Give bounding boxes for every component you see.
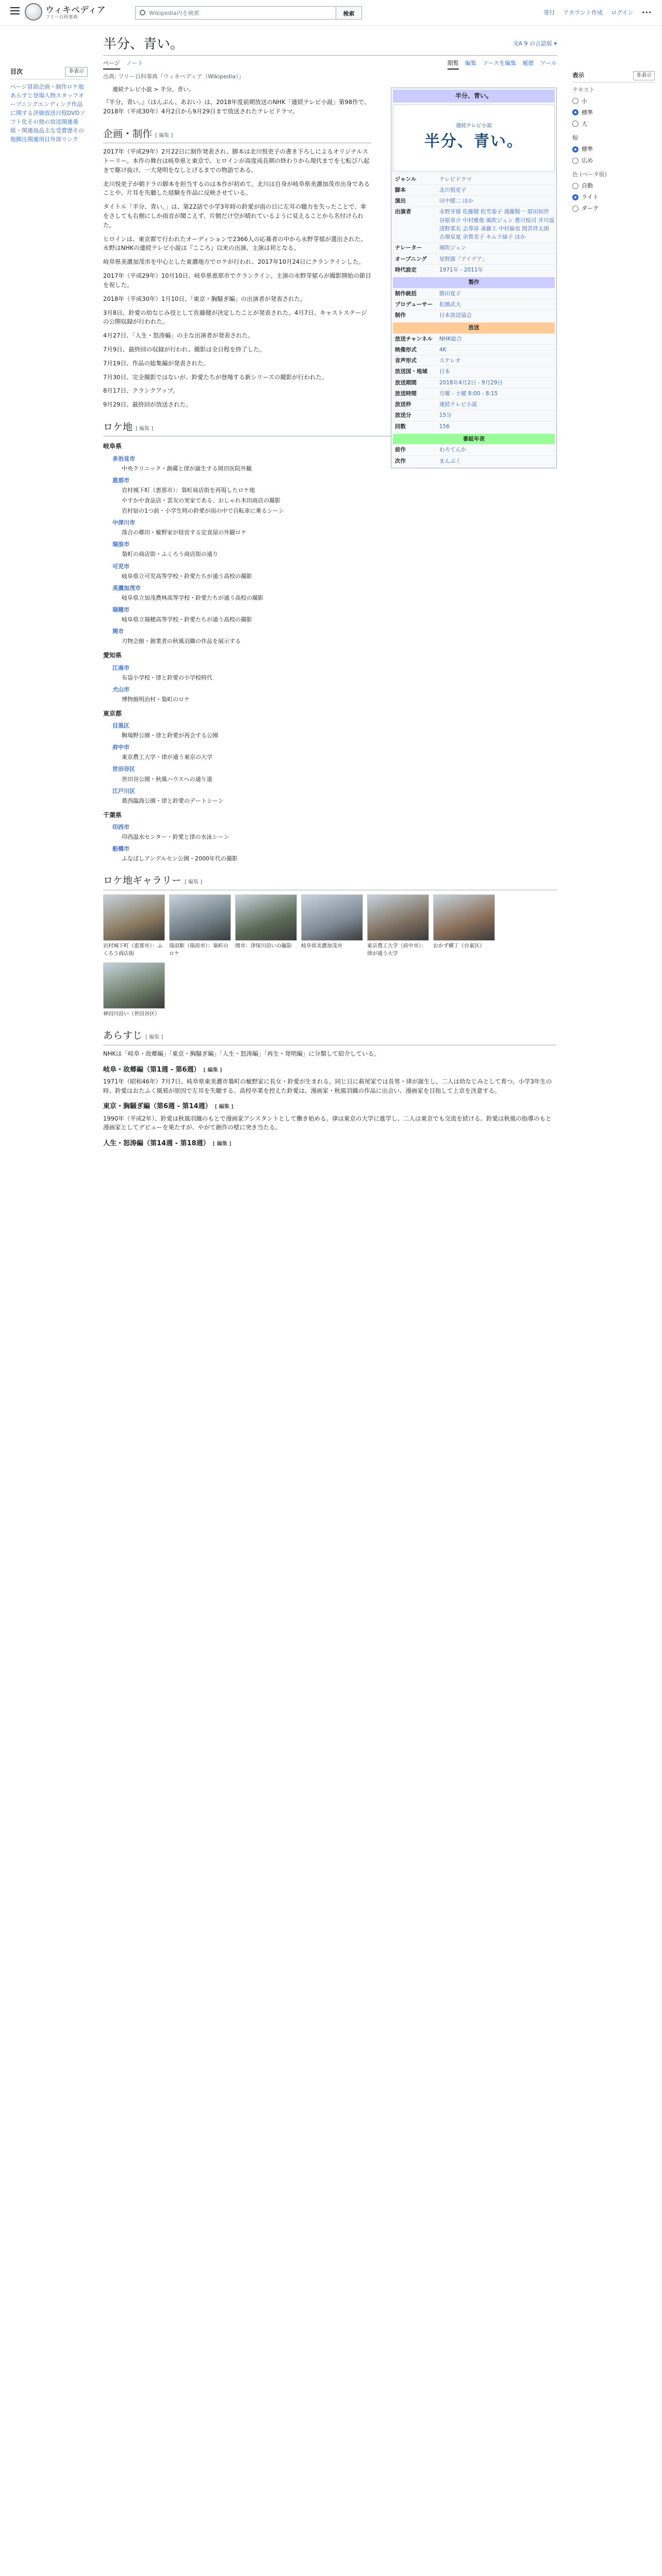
gallery-photo[interactable] [103, 894, 165, 941]
infobox-key: 放送国・地域 [395, 368, 427, 375]
gallery-photo[interactable] [367, 894, 429, 941]
site-logo[interactable] [25, 2, 128, 23]
tab-tools[interactable]: ツール [540, 60, 557, 66]
infobox-row [393, 174, 555, 184]
title-logo-image[interactable] [393, 105, 555, 172]
synopsis-part-heading [103, 1139, 557, 1149]
section-heading-plan: 企画・制作 [ 編集 ] [103, 127, 371, 143]
infobox-value[interactable]: 北川悦吏子 [439, 187, 467, 193]
infobox-row [393, 184, 555, 195]
infobox-value[interactable]: 松園武大 [439, 301, 461, 308]
location-place: 岩村宿の1つ前・小学生時の鈴愛が雨の中で自転車に乗るシーン [122, 507, 284, 515]
infobox-value[interactable]: 連続テレビ小説 [439, 401, 477, 408]
location-place: 中央クリニック・創蔵と律が誕生する岡田医院外観 [122, 465, 252, 472]
infobox-band-production: 製作 [393, 277, 555, 287]
plan-paragraph: 7月9日、最終回の収録が行われ、撮影は全日程を終了した。 [103, 345, 266, 353]
plan-paragraph: ヒロインは、東京都で行われたオーディションで2366人の応募者の中から永野芽郁が選出された。永野はNHKの連続テレビ小説は『こころ』以来の出演、主演は初となる。 [103, 235, 367, 252]
infobox-value[interactable]: 15分 [439, 412, 452, 419]
from-line: 出典: フリー百科事典『ウィキペディア（Wikipedia）』 [103, 73, 244, 80]
infobox-value[interactable]: 4K [439, 346, 446, 353]
infobox-key: 制作統括 [395, 290, 417, 297]
radio-label: 自動 [582, 182, 593, 190]
edit-link[interactable]: [ 編集 ] [214, 1104, 234, 1110]
location-prefecture: 東京都 [103, 709, 122, 717]
toc-item[interactable]: 作品に関する評価 [10, 100, 83, 116]
radio-label: 小 [582, 97, 587, 105]
location-city[interactable]: 関市 [112, 628, 124, 635]
infobox-key: 次作 [395, 457, 406, 464]
donate-link[interactable]: 寄付 [543, 9, 555, 16]
location-place: 博物館明治村・梟町のロケ [122, 696, 190, 703]
toc-item[interactable]: エンディング [38, 100, 72, 108]
infobox-key: 放送分 [395, 412, 411, 419]
edit-link[interactable]: [ 編集 ] [155, 132, 173, 139]
infobox-row [393, 377, 555, 388]
tab-edit-source[interactable]: ソースを編集 [482, 60, 517, 66]
radio-option[interactable] [572, 181, 655, 190]
infobox-rows-chronology [393, 444, 555, 466]
appearance-header [572, 71, 655, 82]
location-place: ふなばしアンデルセン公園・2000年代の撮影 [122, 855, 238, 862]
section-locations [103, 420, 557, 863]
infobox-value[interactable]: 星野源「アイデア」 [439, 256, 488, 262]
infobox-key: ジャンル [395, 176, 417, 182]
gallery-item[interactable] [103, 962, 165, 1019]
radio-option[interactable] [572, 156, 655, 165]
infobox-value[interactable]: ステレオ [439, 358, 461, 364]
location-place: やすかや食品店・雲友の実家である、おしゃれ木田商店の撮影 [122, 497, 280, 504]
toc-item[interactable]: 主な受賞歴 [44, 127, 73, 134]
tab-page[interactable]: ページ [103, 59, 120, 70]
infobox-key: 脚本 [395, 187, 406, 193]
text-size-heading: テキスト [572, 86, 595, 93]
toc-item[interactable]: 関連項目 [27, 135, 50, 143]
location-city[interactable]: 印西市 [112, 824, 129, 831]
infobox-row [393, 242, 555, 253]
infobox-key: 前作 [395, 447, 406, 453]
toc-sidebar [10, 67, 88, 144]
toc-item[interactable]: DVDソフト化 [10, 109, 86, 125]
location-city[interactable]: 犬山市 [112, 686, 129, 693]
synopsis-part-title: 岐阜・故郷編（第1週 - 第6週） [103, 1065, 201, 1074]
gallery-caption: 神田川沿い（世田谷区） [103, 1011, 160, 1017]
infobox-row [393, 344, 555, 355]
gallery-caption: 東京農工大学（府中市）：律が通う大学 [367, 943, 426, 957]
location-city[interactable]: 世田谷区 [112, 766, 135, 773]
location-city[interactable]: 多治見市 [112, 455, 135, 463]
tab-history[interactable]: 履歴 [522, 60, 534, 66]
synopsis-part-text: 1990年（平成2年）、鈴愛は秋風羽織のもとで漫画家アシスタントとして働き始める。律は東京の大学に進学し、二人は東京でも交流を続ける。鈴愛は秋風の指導のもと漫画家としてデビューを果たすが、やがて創作の壁に突き当たる。 [103, 1114, 552, 1131]
infobox-title: 半分、青い。 [393, 90, 555, 103]
location-city[interactable]: 可児市 [112, 563, 129, 570]
radio-label: 広め [582, 157, 593, 164]
infobox-key: 放送期間 [395, 379, 417, 386]
infobox-key: 時代設定 [395, 266, 417, 273]
edit-link[interactable]: [ 編集 ] [185, 879, 203, 886]
infobox-value[interactable]: 日本 [439, 368, 450, 375]
synopsis-parts [103, 1065, 557, 1149]
location-place: 岐阜県立加茂農林高等学校・鈴愛たちが通う高校の撮影 [122, 594, 263, 601]
toc-header [10, 67, 88, 79]
radio-label: 標準 [582, 109, 593, 116]
infobox-row [393, 310, 555, 320]
infobox-value[interactable]: 永野芽郁 佐藤健 松雪泰子 滝藤賢一 原田知世 谷原章介 中村雅俊 風吹ジュン 豊川悦司 井川遥 清野菜名 志尊淳 斎藤工 中村倫也 間宮祥太朗 古畑星夏 余貴美子 キムラ緑子 ほか [439, 209, 555, 241]
toc-item[interactable]: ロケ地 [67, 83, 84, 90]
text-size-options [572, 97, 655, 128]
toc-item[interactable]: あらすじ [10, 92, 33, 99]
toc-item[interactable]: 登場人物 [33, 92, 56, 99]
radio-option[interactable] [572, 193, 655, 201]
plan-paragraph: 9月29日、最終回が放送された。 [103, 401, 192, 409]
edit-link[interactable]: [ 編集 ] [145, 1035, 163, 1041]
title-row [103, 31, 557, 56]
plan-paragraph: 2017年（平成29年）10月10日、岐阜県恵那市でクランクイン。主演の永野芽郁らが撮影開始の節目を祝した。 [103, 272, 371, 289]
toc-item[interactable]: 関連番組・関連商品 [10, 118, 78, 134]
location-city[interactable]: 目黒区 [112, 722, 129, 730]
infobox-key: 放送枠 [395, 401, 411, 408]
main-content [103, 31, 557, 1151]
location-city[interactable]: 府中市 [112, 744, 129, 751]
plan-paragraph: 2017年（平成29年）2月22日に制作発表され、脚本は北川悦吏子の書き下ろしによるオリジナルストーリー。本作の舞台は岐阜県と東京で、ヒロインが高度成長期の終わりから現代までを七転び八起きで駆け抜け、一大発明をなしとげるまでの物語である。 [103, 148, 370, 174]
radio-option[interactable] [572, 97, 655, 106]
location-city[interactable]: 中津川市 [112, 519, 135, 527]
infobox-row [393, 333, 555, 344]
location-city[interactable]: 瑞穂市 [112, 606, 129, 613]
gallery-photo[interactable] [433, 894, 495, 941]
page-title: 半分、青い。 [103, 37, 184, 52]
location-place: 岐阜県立可児高等学校・鈴愛たちが通う高校の撮影 [122, 572, 252, 580]
page-tabs [103, 56, 557, 69]
infobox-key: 出演者 [395, 209, 411, 215]
plan-paragraph: 7月30日、完全撮影ではないが、鈴愛たちが登場する新シリーズの撮影が行われた。 [103, 373, 328, 381]
infobox-value[interactable]: 156 [439, 423, 450, 430]
toc-item[interactable]: 企画・制作 [38, 83, 67, 90]
wikipedia-globe-icon [25, 3, 42, 21]
location-city[interactable]: 美濃加茂市 [112, 584, 141, 591]
synopsis-part-heading [103, 1065, 557, 1075]
gallery-item[interactable] [235, 894, 297, 958]
infobox-row [393, 366, 555, 377]
edit-link[interactable]: [ 編集 ] [212, 1141, 231, 1147]
toc-item[interactable]: その他の放送 [27, 118, 61, 125]
radio-button[interactable] [572, 183, 578, 189]
toc-item[interactable]: オープニング [10, 92, 84, 108]
radio-label: ライト [582, 194, 599, 201]
radio-button[interactable] [572, 121, 578, 127]
infobox-band-broadcast: 放送 [393, 323, 555, 333]
infobox-value[interactable]: 風吹ジュン [439, 245, 467, 251]
location-place: 梟町の商店街・ふくろう商店街の通り [122, 551, 218, 558]
toc-item[interactable]: スタッフ [56, 92, 78, 99]
infobox-value[interactable]: テレビドラマ [439, 176, 472, 182]
infobox-row [393, 421, 555, 432]
toc-list [10, 82, 88, 144]
infobox-value[interactable]: 勝田夏子 [439, 290, 461, 297]
plan-paragraph: 岐阜県美濃加茂市を中心とした東濃地方でロケが行われ、2017年10月24日にクランクインした。 [103, 258, 365, 266]
gallery-caption: おかず横丁（台東区） [433, 943, 485, 949]
gallery-caption: 岐阜県美濃加茂市 [301, 943, 342, 949]
synopsis-part-heading [103, 1101, 557, 1112]
radio-button[interactable] [572, 98, 578, 104]
location-place: 布袋小学校・律と鈴愛の小学校時代 [122, 674, 212, 681]
radio-label: 大 [582, 120, 587, 127]
section-heading-locations: ロケ地 [ 編集 ] [103, 420, 557, 436]
infobox-value[interactable]: 2018年4月2日 - 9月29日 [439, 379, 503, 386]
location-prefecture: 岐阜県 [103, 443, 122, 450]
gallery-caption: 瑞浪駅（瑞浪市）：梟町のロケ [169, 943, 228, 957]
logo-title: 半分、青い。 [424, 132, 523, 151]
infobox-row [393, 299, 555, 310]
plan-paragraph: 北川悦吏子が朝ドラの脚本を担当するのは本作が初めて。北川は自身が岐阜県美濃加茂市出身であることや、片耳を失聴した経験を作品に反映させている。 [103, 180, 370, 197]
location-place: 岩村城下町（恵那市）：梟町商店街を再現したロケ地 [122, 487, 255, 494]
location-city[interactable]: 瑞浪市 [112, 541, 129, 548]
article-lead [103, 98, 371, 116]
infobox-rows-production [393, 288, 555, 321]
wordmark: ウィキペディア [45, 5, 106, 15]
gallery-item[interactable] [433, 894, 495, 958]
location-list [103, 442, 557, 863]
infobox-key: 放送時間 [395, 390, 417, 397]
infobox-key: 演出 [395, 198, 406, 205]
toc-heading: 目次 [10, 68, 23, 75]
color-heading: 色 (ベータ版) [572, 171, 607, 178]
gallery-item[interactable] [301, 894, 363, 958]
menu-icon[interactable] [10, 7, 20, 14]
radio-button[interactable] [572, 109, 578, 115]
section-synopsis [103, 1028, 557, 1149]
plan-paragraph: 4月27日、「人生・怒涛編」の主な出演者が発表された。 [103, 332, 254, 340]
plan-paragraph: 2018年（平成30年）1月10日、「東京・胸騒ぎ編」の出演者が発表された。 [103, 295, 306, 302]
location-city[interactable]: 江南市 [112, 664, 129, 671]
plan-paragraph: 3月8日、鈴愛の幼なじみ役として佐藤健が決定したことが発表された。4月7日、キャストステージの公開収録が行われた。 [103, 309, 367, 326]
tab-edit[interactable]: 編集 [465, 60, 476, 66]
section-plan [103, 127, 371, 410]
more-icon[interactable]: ••• [641, 9, 652, 16]
toc-item[interactable]: 放送日程 [44, 109, 67, 116]
infobox-value[interactable]: NHK総合 [439, 335, 462, 342]
location-place: 東京農工大学・律が通う東京の大学 [122, 754, 212, 761]
plan-paragraph: 7月19日、作品の総集編が発表された。 [103, 359, 209, 367]
gallery [103, 894, 557, 1019]
radio-label: 標準 [582, 146, 593, 153]
appearance-heading: 表示 [572, 72, 584, 79]
radio-button[interactable] [572, 194, 578, 200]
infobox-row [393, 264, 555, 275]
location-place: 印西温水センター・鈴愛と律の水泳シーン [122, 834, 229, 841]
radio-option[interactable] [572, 204, 655, 213]
toc-item[interactable]: ページ冒頭 [10, 83, 39, 90]
location-place: 世田谷公園・秋風ハウスへの通り道 [122, 775, 212, 783]
infobox [391, 88, 557, 468]
radio-option[interactable] [572, 120, 655, 128]
infobox-row [393, 444, 555, 455]
gallery-item[interactable] [169, 894, 231, 958]
gallery-photo[interactable] [169, 894, 231, 941]
hatnote[interactable]: 連続テレビ小説 > 半分、青い。 [112, 86, 194, 93]
infobox-row [393, 410, 555, 420]
location-place: 駒場野公園・律と鈴愛が再会する公園 [122, 732, 218, 739]
infobox-row [393, 355, 555, 366]
infobox-value[interactable]: まんぷく [439, 457, 461, 464]
location-city[interactable]: 船橋市 [112, 845, 129, 853]
user-tools [543, 8, 652, 17]
infobox-rows-main [393, 174, 555, 276]
location-prefecture: 愛知県 [103, 651, 122, 659]
radio-button[interactable] [572, 158, 578, 164]
section-gallery [103, 873, 557, 1018]
infobox-row [393, 399, 555, 410]
radio-option[interactable] [572, 145, 655, 154]
infobox-rows-broadcast [393, 333, 555, 432]
synopsis-part-title: 東京・胸騒ぎ編（第6週 - 第14週） [103, 1103, 212, 1111]
edit-link[interactable]: [ 編集 ] [203, 1067, 222, 1073]
synopsis-part-text: 1971年（昭和46年）7月7日、岐阜県東美濃市梟町の楡野家に長女・鈴愛が生まれる。同じ日に萩尾家では長男・律が誕生し、二人は幼なじみとして育つ。小学3年生の時、鈴愛はおたふく風邪が原因で左耳を失聴する。高校卒業を控えた鈴愛は、漫画家・秋風羽織の作品に出会い、漫画家を目指して上京を決意する。 [103, 1077, 552, 1094]
search-button[interactable]: 検索 [336, 6, 362, 20]
infobox-value[interactable]: 1971年 - 2011年 [439, 266, 483, 273]
gallery-item[interactable] [103, 894, 165, 958]
width-heading: 幅 [572, 134, 578, 141]
infobox-key: プロデューサー [395, 301, 433, 308]
location-place: 刃物会館・創業者の秋風羽織の作品を展示する [122, 637, 241, 645]
appearance-panel [572, 67, 655, 215]
section-heading-gallery: ロケ地ギャラリー [ 編集 ] [103, 873, 557, 890]
create-account-link[interactable]: アカウント作成 [563, 9, 603, 16]
infobox-key: ナレーター [395, 245, 422, 251]
infobox-row [393, 195, 555, 206]
language-button[interactable]: 文A 9 の言語版 ▾ [512, 40, 557, 47]
location-place: 落合の郷田・楡野家が経営する定食屋の外観ロケ [122, 529, 246, 536]
section-heading-synopsis: あらすじ [ 編集 ] [103, 1028, 557, 1045]
gallery-caption: 岩村城下町（恵那市）：ふくろう商店街 [103, 943, 162, 957]
plan-paragraphs [103, 147, 371, 410]
search-input[interactable] [135, 6, 336, 20]
infobox-key: 回数 [395, 423, 406, 430]
gallery-photo[interactable] [103, 962, 165, 1009]
location-prefecture: 千葉県 [103, 811, 122, 819]
gallery-photo[interactable] [235, 894, 297, 941]
location-city[interactable]: 江戸川区 [112, 787, 135, 794]
lead-paragraph: 『半分、青い。』（はんぶん、あおい）は、2018年度前期放送のNHK「連続テレビ小説」第98作で、2018年（平成30年）4月2日から9月29日まで放送されたテレビドラマ。 [103, 98, 370, 115]
tab-talk[interactable]: ノート [126, 60, 143, 66]
radio-option[interactable] [572, 108, 655, 117]
search-placeholder: Wikipedia内を検索 [149, 10, 200, 16]
appearance-hide-button[interactable]: 非表示 [633, 71, 655, 80]
site-header [0, 0, 662, 26]
tab-read[interactable]: 閲覧 [448, 59, 459, 70]
infobox-row [393, 253, 555, 264]
toc-item[interactable]: 脚注 [16, 135, 27, 143]
radio-button[interactable] [572, 146, 578, 152]
radio-label: ダーク [582, 205, 599, 212]
infobox-key: 放送チャンネル [395, 335, 433, 342]
edit-link[interactable]: [ 編集 ] [136, 426, 154, 432]
gallery-photo[interactable] [301, 894, 363, 941]
infobox-key: 映像形式 [395, 346, 417, 353]
plan-paragraph: 8月17日、クランクアップ。 [103, 387, 179, 395]
infobox-value[interactable]: 田中健二 ほか [439, 198, 474, 205]
infobox-value[interactable]: 月曜 - 土曜 8:00 - 8:15 [439, 390, 498, 397]
toc-hide-button[interactable]: 非表示 [65, 67, 88, 77]
infobox-key: 音声形式 [395, 358, 417, 364]
width-options [572, 145, 655, 165]
synopsis-intro: NHKは「岐阜・故郷編」「東京・胸騒ぎ編」「人生・怒涛編」「再生・発明編」に分類して紹介している。 [103, 1049, 380, 1057]
infobox-key: 制作 [395, 312, 406, 319]
location-place: 岐阜県立瑞穂高等学校・鈴愛たちが通う高校の撮影 [122, 616, 252, 623]
toc-item[interactable]: 外部リンク [50, 135, 78, 143]
infobox-row [393, 288, 555, 299]
plan-paragraph: タイトル「半分、青い。」は、第22話で小学3年時の鈴愛が雨の日に左耳の聴力を失ったことで、傘をさしても右側にしか雨音が聞こえず、片側だけ空が晴れているように見えることから名付けられた。 [103, 203, 367, 229]
logo-subtitle: 連続テレビ小説 [456, 123, 492, 129]
radio-button[interactable] [572, 206, 578, 212]
infobox-row [393, 388, 555, 399]
search-icon [140, 10, 145, 15]
gallery-item[interactable] [367, 894, 429, 958]
infobox-key: オープニング [395, 256, 427, 262]
infobox-value[interactable]: わろてんか [439, 447, 467, 453]
search-form [135, 6, 362, 20]
location-place: 葛西臨海公園・律と鈴愛のデートシーン [122, 797, 224, 804]
synopsis-part-title: 人生・怒涛編（第14週 - 第18週） [103, 1140, 210, 1148]
infobox-value[interactable]: 日本放送協会 [439, 312, 472, 319]
location-city[interactable]: 恵那市 [112, 477, 129, 484]
toc-item[interactable]: その他 [10, 127, 84, 143]
infobox-row [393, 206, 555, 242]
infobox-band-chronology: 番組年表 [393, 434, 555, 444]
gallery-caption: 関市：津保川沿いの撮影 [235, 943, 292, 949]
infobox-row [393, 455, 555, 466]
tagline: フリー百科事典 [45, 15, 78, 20]
color-options [572, 181, 655, 213]
login-link[interactable]: ログイン [611, 9, 634, 16]
